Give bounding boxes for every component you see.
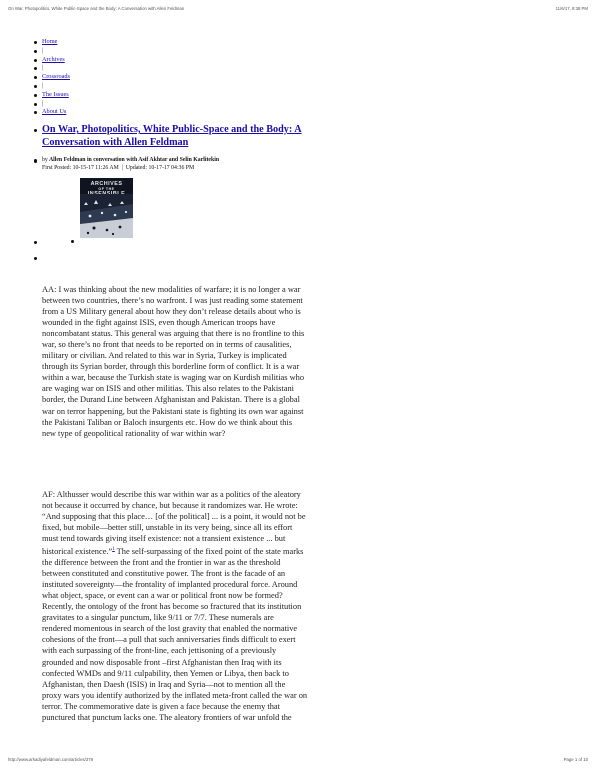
paragraph-line: “And supposing that this place… [of the political] ... is a point, it would not be bbox=[42, 512, 306, 522]
paragraph-line: not because it occurred by chance, but because it randomizes war. He wrote: bbox=[42, 501, 298, 511]
paragraph-line: wounded in the fight against ISIS, even though American troops have bbox=[42, 318, 276, 328]
bullet-icon bbox=[34, 159, 37, 162]
nav-separator-text: | bbox=[42, 46, 44, 54]
paragraph-line: AF: Althusser would describe this war within war as a politics of the aleatory bbox=[42, 490, 301, 499]
site-nav bbox=[34, 38, 70, 117]
print-footer-url: http://www.arkadiyafeldman.com/articles/378 bbox=[8, 757, 94, 762]
nav-item-archives bbox=[34, 56, 70, 65]
print-header-title: On War, Photopolitics, White Public-Space and the Body: A Conversation with Allen Feldman bbox=[8, 6, 185, 11]
bullet-icon bbox=[34, 129, 37, 132]
paragraph-line: the Pakistani Taliban or Baloch insurgents etc. How do we think about this bbox=[42, 417, 293, 427]
nav-link-issues[interactable]: The Issues bbox=[42, 90, 69, 98]
paragraph-line: Afghanistan, then Daesh (ISIS) in Iraq and Syria—not to mention all the bbox=[42, 679, 286, 689]
paragraph-line: terror. The commemorative date is given a face because the enemy that bbox=[42, 701, 280, 711]
paragraph-line: through its Syrian border, through this borderline form of conflict. It is a war bbox=[42, 362, 300, 372]
paragraph-line: punctured that punctum lacks one. The aleatory frontiers of war unfold the bbox=[42, 712, 292, 722]
bullet-icon bbox=[34, 241, 37, 244]
nav-item-about bbox=[34, 108, 70, 117]
paragraph-line: between two countries, there’s no warfront. I was just reading some statement bbox=[42, 296, 303, 306]
paragraph-line: the difference between the front and the frontier in war as the threshold bbox=[42, 558, 281, 568]
paragraph-line: gravitates to a singular punctum, like 9/11 or 7/7. These numerals are bbox=[42, 613, 274, 623]
first-posted: First Posted: 10-15-17 11:26 AM bbox=[42, 164, 119, 171]
paragraph-line bbox=[42, 544, 387, 557]
bullet-icon bbox=[34, 257, 37, 260]
paragraph-line: confected WMDs and 9/11 culpability, then Yemen or Libya, then back to bbox=[42, 668, 289, 678]
nav-separator-text: | bbox=[42, 99, 44, 107]
byline-prefix: by bbox=[42, 157, 48, 163]
paragraph-line: Recently, the ontology of the front has become so fractured that its institution bbox=[42, 602, 302, 612]
nav-link-about[interactable]: About Us bbox=[42, 108, 67, 116]
paragraph-line: cohesions of the front—a pull that such anniversaries finds difficult to exert bbox=[42, 635, 296, 645]
nav-separator bbox=[34, 47, 70, 56]
byline bbox=[42, 157, 219, 165]
paragraph-line: grounded and now disposable front –first Afghanistan then Iraq with its bbox=[42, 657, 282, 667]
paragraph-line-text: historical existence.” bbox=[42, 547, 113, 557]
paragraph-line: what object, space, or event can a war or political front now be formed? bbox=[42, 591, 283, 601]
nav-separator bbox=[34, 100, 70, 109]
print-header-datetime: 11/6/17, 8:38 PM bbox=[555, 6, 588, 11]
nav-item-issues bbox=[34, 91, 70, 100]
paragraph-line: from a US Military general about how they don’t release details about who is bbox=[42, 307, 301, 317]
nav-link-archives[interactable]: Archives bbox=[42, 55, 65, 63]
paragraph-line: war, so there’s no front that needs to be reported on in terms of causalities, bbox=[42, 340, 292, 350]
paragraph-line: within a war, because the Turkish state is waging war on Kurdish militias who bbox=[42, 373, 305, 383]
nav-item-home bbox=[34, 38, 70, 47]
article-paragraph-2 bbox=[42, 489, 387, 723]
book-cover-title-line-2: OF THE bbox=[98, 187, 115, 191]
byline-authors: Allen Feldman in conversation with Asif Akhtar and Selin Karlitekin bbox=[48, 157, 220, 163]
article-title-line-2: Conversation with Allen Feldman bbox=[42, 136, 189, 148]
nav-separator bbox=[34, 82, 70, 91]
paragraph-line: noncombatant status. This general was arguing that there is no frontline to this bbox=[42, 329, 305, 339]
print-header bbox=[8, 6, 588, 11]
paragraph-line: new type of geopolitical rationality of war within war? bbox=[42, 428, 226, 438]
updated-date: Updated: 10-17-17 04:36 PM bbox=[125, 164, 195, 171]
book-cover-title-line-1: ARCHIVES bbox=[90, 181, 123, 187]
nav-separator-text: | bbox=[42, 81, 44, 89]
article-paragraph-1 bbox=[42, 284, 387, 439]
paragraph-line: between constituted and constitutive power. The front is the facade of an bbox=[42, 569, 286, 579]
nav-item-crossroads bbox=[34, 73, 70, 82]
paragraph-line: border, the Durand Line between Afghanistan and Pakistan. There is a global bbox=[42, 395, 300, 405]
paragraph-line: must tend towards giving itself existence: not a transient existence ... but bbox=[42, 534, 286, 544]
print-footer-page: Page 1 of 10 bbox=[563, 757, 588, 762]
paragraph-line: fixed, but mobile—better still, unstable in its very being, since all its effort bbox=[42, 523, 293, 533]
nav-link-home[interactable]: Home bbox=[42, 38, 58, 45]
nav-separator bbox=[34, 64, 70, 73]
bullet-icon bbox=[71, 240, 74, 243]
nav-link-crossroads[interactable]: Crossroads bbox=[42, 73, 70, 81]
paragraph-line: proxy wars you identify authorized by the inflated meta-front called the war on bbox=[42, 690, 308, 700]
nav-separator-text: | bbox=[42, 64, 44, 72]
article-title-line-1: On War, Photopolitics, White Public-Space and the Body: A bbox=[42, 124, 302, 135]
footnote-link[interactable]: 1 bbox=[112, 547, 115, 553]
book-cover-illustration bbox=[80, 194, 133, 238]
paragraph-line-text: The self-surpassing of the fixed point of the state marks bbox=[114, 547, 304, 557]
article-meta bbox=[34, 157, 219, 172]
paragraph-line: military or civilian. And related to this war in Syria, Turkey is implicated bbox=[42, 351, 287, 361]
print-footer bbox=[8, 757, 588, 762]
article-title-link[interactable] bbox=[42, 124, 374, 149]
book-cover-image[interactable] bbox=[80, 178, 133, 238]
paragraph-line: are waging war on ISIS and other militias. This also relates to the Pakistani bbox=[42, 384, 294, 394]
post-dates bbox=[42, 165, 219, 173]
paragraph-line: instituted sovereignty—the frontality of implanted procedural force. Around bbox=[42, 580, 298, 590]
paragraph-line: rendered momentous in search of the lost gravity that enabled the normative bbox=[42, 624, 298, 634]
paragraph-line: war on terror happening, but the Pakistani state is fighting its own war against bbox=[42, 406, 304, 416]
date-separator: | bbox=[121, 164, 123, 171]
paragraph-line: AA: I was thinking about the new modalities of warfare; it is no longer a war bbox=[42, 285, 301, 294]
paragraph-line: with each surpassing of the front-line, each jettisoning of a previously bbox=[42, 646, 277, 656]
article-title bbox=[34, 124, 374, 149]
